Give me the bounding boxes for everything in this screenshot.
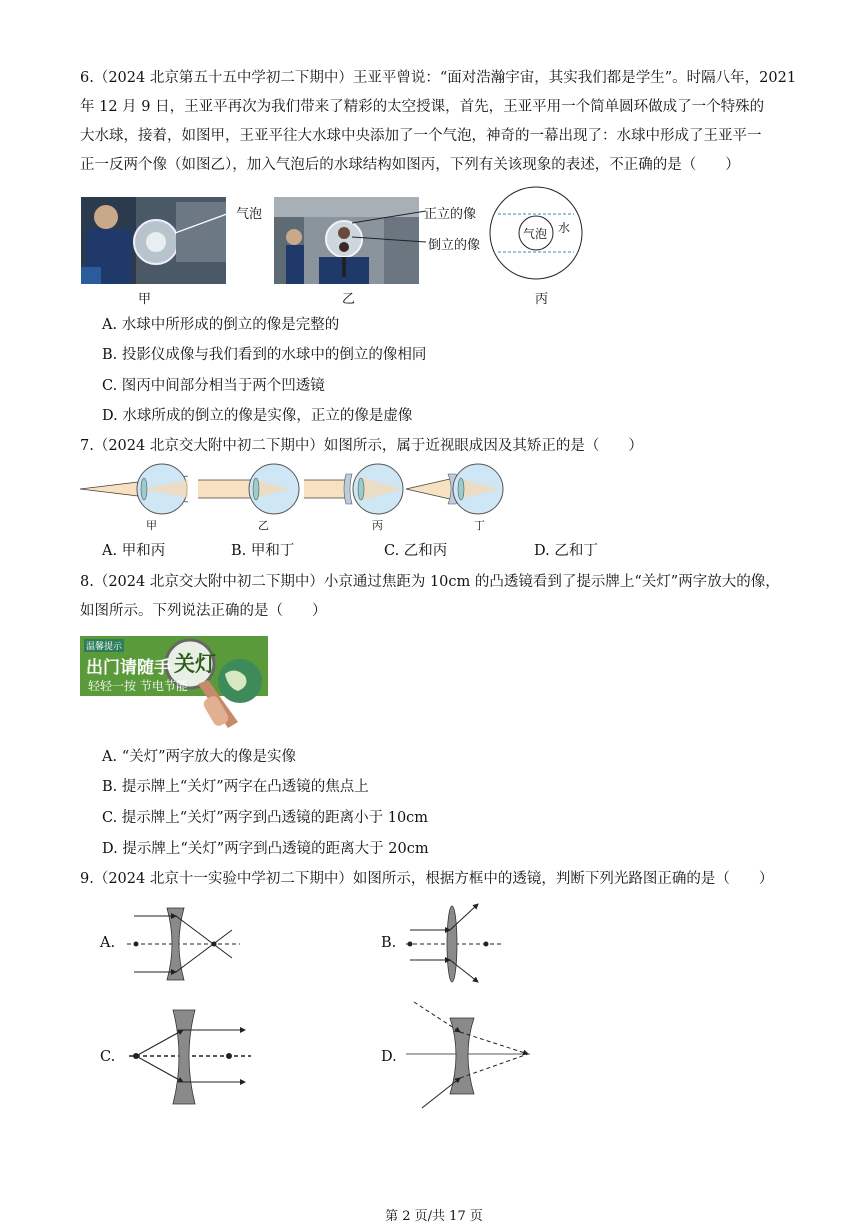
eye-caption-jia: 甲 [146,519,157,532]
q8-option-d: D. 提示牌上“关灯”两字到凸透镜的距离大于 20cm [102,841,429,857]
label-bubble-inner: 气泡 [523,227,548,241]
page-footer: 第 2 页/共 17 页 [385,1209,483,1224]
q7-option-a: A. 甲和丙 [102,543,166,559]
sign-magnifier-photo [80,636,268,734]
caption-bing: 丙 [535,292,549,307]
q7-option-b: B. 甲和丁 [231,543,295,559]
q7-option-d: D. 乙和丁 [534,543,598,559]
sign-sub-text: 轻轻一按 节电节能 [88,679,188,693]
eye-caption-bing: 丙 [372,519,383,532]
eye-diagram-yi [198,464,299,514]
label-inverted-image: 倒立的像 [428,238,481,253]
ray-diagram-c [125,1008,255,1108]
q6-option-a: A. 水球中所形成的倒立的像是完整的 [102,317,340,333]
q9-line: 9.（2024 北京十一实验中学初二下期中）如图所示，根据方框中的透镜，判断下列光路图正确的是（ ） [80,871,774,887]
q9-label-c: C. [100,1049,116,1065]
q8-option-b: B. 提示牌上“关灯”两字在凸透镜的焦点上 [102,779,369,795]
label-water: 水 [558,221,571,235]
q9-label-d: D. [381,1049,397,1065]
ray-diagram-b [404,902,508,984]
q6-line-2: 年 12 月 9 日，王亚平再次为我们带来了精彩的太空授课，首先，王亚平用一个简单圆环做成了一个特殊的 [80,99,765,115]
q6-option-c: C. 图丙中间部分相当于两个凹透镜 [102,378,325,394]
eye-diagram-bing [304,464,403,514]
q8-option-a: A. “关灯”两字放大的像是实像 [102,749,297,765]
q6-option-b: B. 投影仪成像与我们看到的水球中的倒立的像相同 [102,347,427,363]
sign-main-text: 出门请随手 [86,658,171,678]
ray-diagram-a [122,906,242,982]
image-pointer-lines [352,205,428,245]
sign-tag: 温馨提示 [84,639,124,652]
q8-option-c: C. 提示牌上“关灯”两字到凸透镜的距离小于 10cm [102,810,429,826]
eye-diagram-ding [406,464,503,514]
q6-line-3: 大水球，接着，如图甲，王亚平往大水球中央添加了一个气泡，神奇的一幕出现了：水球中形成了王亚平一 [80,128,762,144]
eye-caption-ding: 丁 [474,519,485,532]
q6-option-d: D. 水球所成的倒立的像是实像，正立的像是虚像 [102,408,413,424]
eye-diagrams [80,462,510,518]
label-upright-image: 正立的像 [424,207,477,222]
q9-label-a: A. [100,935,116,951]
ray-diagram-d [404,998,534,1113]
bubble-pointer-line [175,205,237,235]
q7-line: 7.（2024 北京交大附中初二下期中）如图所示，属于近视眼成因及其矫正的是（ ） [80,438,643,454]
q6-line-4: 正一反两个像（如图乙），加入气泡后的水球结构如图丙，下列有关该现象的表述，不正确的是（ ） [80,157,740,173]
caption-jia: 甲 [138,292,152,307]
q8-line-2: 如图所示。下列说法正确的是（ ） [80,603,327,619]
label-bubble: 气泡 [236,207,263,222]
caption-yi: 乙 [342,292,356,307]
eye-diagram-jia [80,464,188,514]
q8-line-1: 8.（2024 北京交大附中初二下期中）小京通过焦距为 10cm 的凸透镜看到了提示牌上“关灯”两字放大的像， [80,574,780,590]
q7-option-c: C. 乙和丙 [384,543,448,559]
q6-line-1: 6.（2024 北京第五十五中学初二下期中）王亚平曾说：“面对浩瀚宇宙，其实我们都是学生”。时隔八年，2021 [80,70,797,86]
q9-label-b: B. [381,935,397,951]
sign-magnified-text: 关灯 [174,652,216,676]
eye-caption-yi: 乙 [258,519,269,532]
